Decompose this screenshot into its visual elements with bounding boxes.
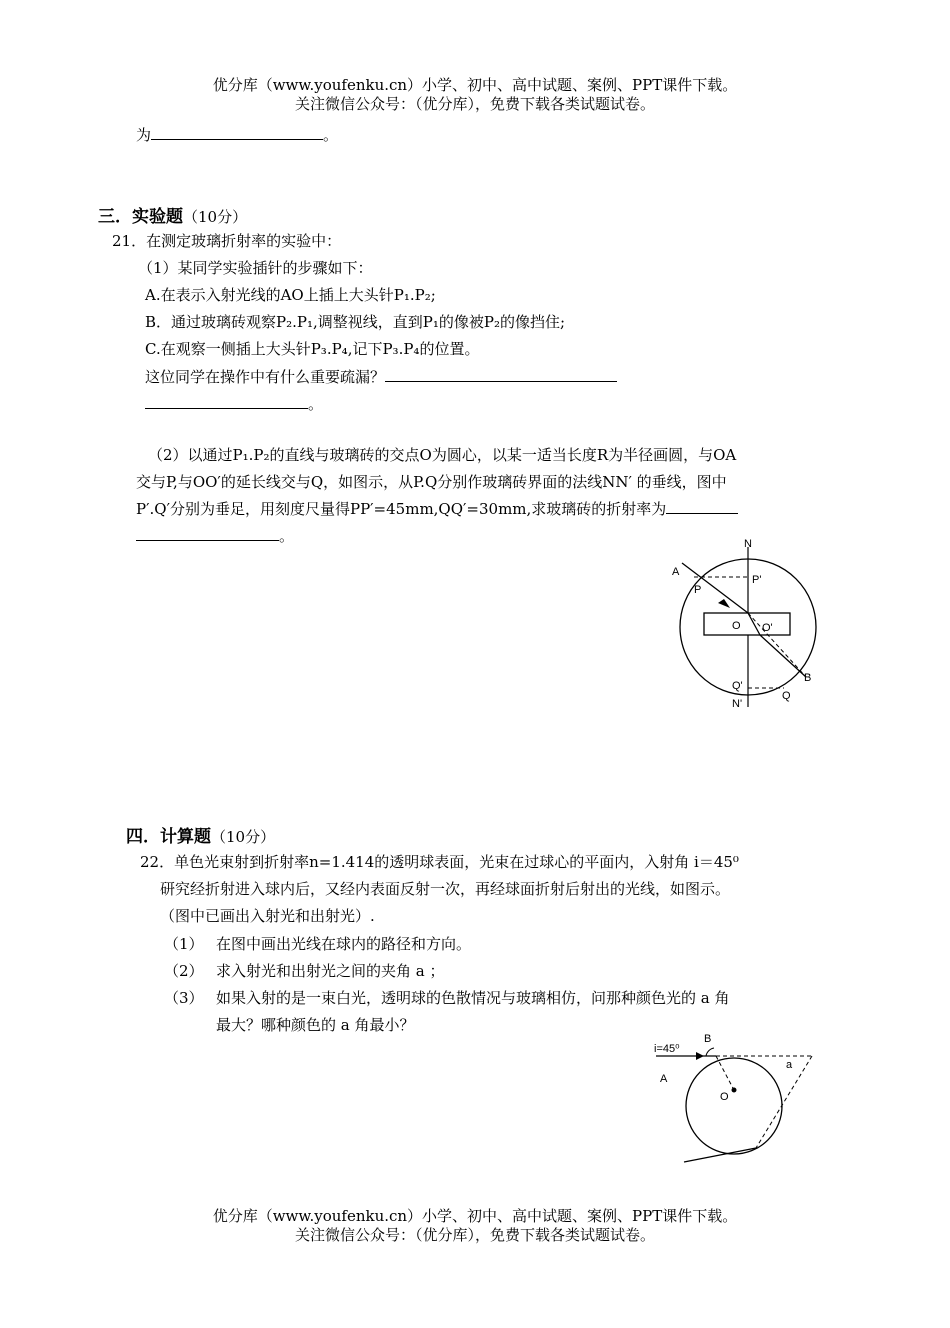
label-B: B <box>704 1033 712 1045</box>
label-P: P <box>694 584 702 596</box>
arrow-icon <box>718 599 730 608</box>
section-3-heading: 三．实验题（10分） <box>98 207 248 227</box>
label-N-prime: N' <box>732 698 743 710</box>
label-a: a <box>786 1059 793 1071</box>
label-N: N <box>744 538 752 550</box>
q22-sub1: 在图中画出光线在球内的路径和方向。 <box>216 935 472 953</box>
q22-sub3-line2: 最大？哪种颜色的 a 角最小？ <box>216 1016 415 1034</box>
sphere <box>686 1058 782 1154</box>
angle-arc <box>706 1048 714 1056</box>
answer-blank[interactable] <box>136 525 279 541</box>
q21-part1: （1）某同学实验插针的步骤如下： <box>138 259 373 277</box>
q22-line3: （图中已画出入射光和出射光）. <box>160 907 375 925</box>
answer-blank[interactable] <box>151 124 323 140</box>
q21-part2-line3: P′.Q′分别为垂足，用刻度尺量得PP′=45mm,QQ′=30mm,求玻璃砖的折射率为 <box>136 498 738 519</box>
section-4-heading: 四．计算题（10分） <box>126 827 276 847</box>
label-i: i=45⁰ <box>654 1043 680 1055</box>
center-point <box>732 1088 737 1093</box>
label-A: A <box>672 566 680 578</box>
emergent-ray <box>684 1148 756 1162</box>
q21-step-b: B．通过玻璃砖观察P₂.P₁,调整视线，直到P₁的像被P₂的像挡住; <box>145 313 566 331</box>
header-line-1: 优分库（www.youfenku.cn）小学、初中、高中试题、案例、PPT课件下载。 <box>212 76 738 94</box>
emergent-extension <box>756 1056 812 1148</box>
answer-blank[interactable] <box>385 366 617 382</box>
q21-part2-line1: （2）以通过P₁.P₂的直线与玻璃砖的交点O为圆心，以某一适当长度R为半径画圆，与OA <box>148 446 737 464</box>
q21-step-a: A.在表示入射光线的AO上插上大头针P₁.P₂; <box>145 286 436 304</box>
header-line-2: 关注微信公众号：（优分库），免费下载各类试题试卷。 <box>294 95 655 113</box>
footer-line-2: 关注微信公众号：（优分库），免费下载各类试题试卷。 <box>294 1226 655 1244</box>
q21-answer-line: 。 <box>145 393 323 414</box>
carryover-answer: 为 。 <box>136 126 339 144</box>
footer-line-1: 优分库（www.youfenku.cn）小学、初中、高中试题、案例、PPT课件下载。 <box>212 1207 738 1225</box>
label-P-prime: P' <box>752 574 762 586</box>
label-O-prime: O' <box>762 622 773 634</box>
q21-part2-line2: 交与P,与OO′的延长线交与Q，如图示，从P.Q分别作玻璃砖界面的法线NN′ 的垂线，图中 <box>136 473 727 491</box>
q22-line2: 研究经折射进入球内后，又经内表面反射一次，再经球面折射后射出的光线，如图示。 <box>160 880 731 898</box>
q21-step-c: C.在观察一侧插上大头针P₃.P₄,记下P₃.P₄的位置。 <box>145 340 480 358</box>
sphere-diagram <box>648 1030 820 1166</box>
arrow-icon <box>696 1052 704 1060</box>
q22-line1: 22．单色光束射到折射率n=1.414的透明球表面，光束在过球心的平面内，入射角 i＝45⁰ <box>140 853 739 871</box>
q22-sub3-num: （3） <box>164 989 204 1007</box>
emergent-ray <box>760 635 806 677</box>
answer-blank[interactable] <box>666 498 738 514</box>
q22-sub2: 求入射光和出射光之间的夹角 a ； <box>216 962 445 980</box>
glass-brick <box>704 613 790 635</box>
label-Q: Q <box>782 690 791 702</box>
q21-stem: 21．在测定玻璃折射率的实验中： <box>112 232 342 250</box>
label-O: O <box>720 1091 729 1103</box>
label-B: B <box>804 672 812 684</box>
q22-sub2-num: （2） <box>164 962 204 980</box>
label-Q-prime: Q' <box>732 680 743 692</box>
label-O: O <box>732 620 741 632</box>
q21-part2-answer-line: 。 <box>136 525 294 546</box>
refraction-diagram <box>660 535 830 713</box>
label-A: A <box>660 1073 668 1085</box>
q21-omission-question: 这位同学在操作中有什么重要疏漏？ <box>145 366 617 387</box>
answer-blank[interactable] <box>145 393 308 409</box>
q22-sub1-num: （1） <box>164 935 204 953</box>
q22-sub3-line1: 如果入射的是一束白光，透明球的色散情况与玻璃相仿，问那种颜色光的 a 角 <box>216 989 730 1007</box>
